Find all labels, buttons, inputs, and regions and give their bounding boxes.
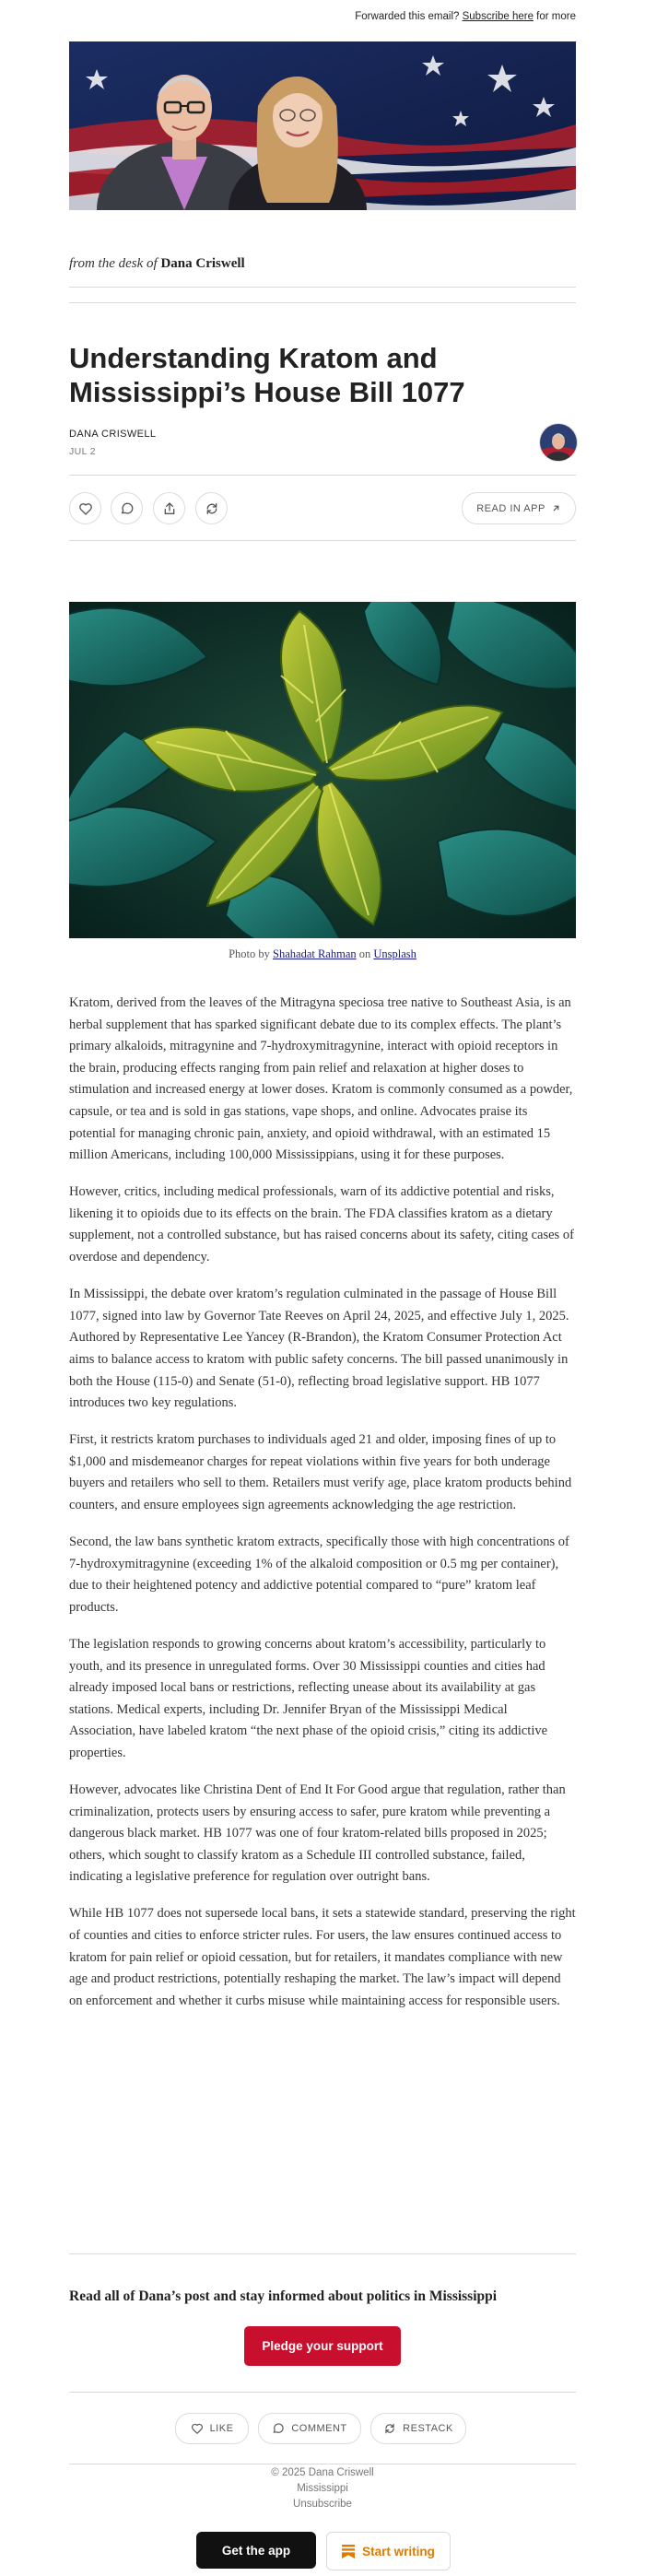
post-date: JUL 2 — [69, 446, 97, 457]
from-the-desk-line — [69, 256, 245, 272]
body-paragraph: Second, the law bans synthetic kratom extracts, specifically those with high concentrations of 7-hydroxymitragynine (exceeding 1% of the alkaloid composition or 0.5 mg per container), due to their heightened potency and addictive potential compared to “pure” kratom leaf products. — [69, 1535, 569, 1615]
like-label: LIKE — [209, 2423, 234, 2434]
read-in-app-label: READ IN APP — [476, 502, 545, 514]
divider — [69, 540, 576, 541]
post-author[interactable]: DANA CRISWELL — [69, 429, 157, 440]
comment-button[interactable] — [111, 492, 143, 524]
body-paragraph: However, advocates like Christina Dent of End It For Good argue that regulation, rather than criminalization, protects users by ensuring access to safer, pure kratom while preventing a dangerous black market. HB 1077 was one of four kratom-related bills proposed in 2025; others, which sought to classify kratom as a Schedule III controlled substance, failed, indicating a legislative preference for regulation over outright bans. — [69, 1782, 566, 1885]
footer-copyright: © 2025 Dana Criswell — [271, 2467, 374, 2478]
heart-icon — [78, 501, 93, 516]
arrow-up-right-icon — [551, 503, 561, 513]
comment-icon — [272, 2422, 285, 2435]
desk-prefix: from the desk of — [69, 256, 158, 271]
restack-label: RESTACK — [403, 2423, 453, 2434]
desk-author-name: Dana Criswell — [160, 256, 245, 271]
body-paragraph: However, critics, including medical professionals, warn of its addictive potential and risks, likening it to opioids due to its effects on the brain. The FDA classifies kratom as a dietary supplement, not a controlled substance, but has raised concerns about its safety, citing cases of overdose and dependency. — [69, 1184, 574, 1265]
divider — [69, 302, 576, 303]
cta-text: Read all of Dana’s post and stay informed about politics in Mississippi — [69, 2288, 498, 2304]
restack-pill-button[interactable] — [370, 2413, 466, 2444]
forwarded-suffix: for more — [536, 11, 576, 22]
photo-caption — [69, 947, 576, 961]
read-in-app-button[interactable] — [462, 492, 576, 524]
forwarded-text: Forwarded this email? — [355, 11, 460, 22]
pledge-support-button[interactable]: Pledge your support — [244, 2326, 401, 2366]
share-button[interactable] — [153, 492, 185, 524]
body-paragraph: First, it restricts kratom purchases to individuals aged 21 and older, imposing fines of up to $1,000 and misdemeanor charges for repeat violations within five years for both underage buyers and retailers who sell to them. Retailers must verify age, place kratom products behind counters, and ensure employees sign agreements acknowledging the age restriction. — [69, 1432, 572, 1512]
unsubscribe-link[interactable]: Unsubscribe — [293, 2499, 352, 2510]
divider — [69, 475, 576, 476]
start-writing-label: Start writing — [362, 2544, 435, 2558]
leaf-photo — [69, 602, 576, 938]
body-paragraph: While HB 1077 does not supersede local bans, it sets a statewide standard, preserving the right of counties and cities to enforce stricter rules. For users, the law ensures continued access to kratom for pain relief or opioid cessation, but for retailers, it mandates compliance with new age and product restrictions, potentially reshaping the market. The law’s impact will depend on enforcement and whether it curbs misuse while maintaining access for responsible users. — [69, 1906, 576, 2008]
divider — [69, 2253, 576, 2254]
comment-label: COMMENT — [291, 2423, 347, 2434]
share-icon — [162, 501, 177, 516]
comment-icon — [120, 501, 135, 516]
comment-pill-button[interactable] — [258, 2413, 361, 2444]
header-banner-image — [69, 41, 576, 210]
article-body — [69, 993, 576, 2028]
body-paragraph: In Mississippi, the debate over kratom’s regulation culminated in the passage of House Bill 1077, signed into law by Governor Tate Reeves on April 24, 2025, and effective July 1, 2025. Authored by Representative Lee Yancey (R-Brandon), the Kratom Consumer Protection Act aims to balance access to kratom with public safety concerns. The bill passed unanimously in both the House (115-0) and Senate (51-0), reflecting broad legislative support. HB 1077 introduces two key regulations. — [69, 1287, 569, 1411]
substack-logo-icon — [342, 2545, 355, 2558]
avatar[interactable] — [539, 423, 578, 462]
restack-button[interactable] — [195, 492, 228, 524]
like-pill-button[interactable] — [175, 2413, 249, 2444]
restack-icon — [205, 501, 219, 516]
caption-prefix: Photo by — [229, 947, 270, 960]
caption-on: on — [358, 947, 371, 960]
post-title[interactable]: Understanding Kratom and Mississippi’s House Bill 1077 — [69, 342, 465, 408]
get-the-app-button[interactable]: Get the app — [196, 2532, 316, 2569]
photographer-link[interactable]: Shahadat Rahman — [273, 947, 357, 960]
start-writing-button[interactable] — [326, 2532, 451, 2570]
like-button[interactable] — [69, 492, 101, 524]
footer-location: Mississippi — [297, 2483, 348, 2494]
heart-icon — [191, 2422, 204, 2435]
restack-icon — [383, 2422, 396, 2435]
unsplash-link[interactable]: Unsplash — [373, 947, 416, 960]
divider — [69, 2392, 576, 2393]
divider — [69, 287, 576, 288]
subscribe-link[interactable]: Subscribe here — [462, 11, 534, 22]
body-paragraph: The legislation responds to growing concerns about kratom’s accessibility, particularly to youth, and its presence in unregulated forms. Over 30 Mississippi counties and cities had already imposed local bans or restrictions, reflecting unease about its availability at gas stations. Medical experts, including Dr. Jennifer Bryan of the Mississippi Medical Association, have labeled kratom “the next phase of the opioid crisis,” citing its addictive properties. — [69, 1636, 548, 1760]
forwarded-notice — [355, 11, 576, 22]
body-paragraph: Kratom, derived from the leaves of the Mitragyna speciosa tree native to Southeast Asia, is an herbal supplement that has sparked significant debate due to its complex effects. The plant’s primary alkaloids, mitragynine and 7-hydroxymitragynine, interact with opioid receptors in the brain, producing effects ranging from pain relief and relaxation at higher doses to stimulation and increased energy at lower doses. Kratom is commonly consumed as a powder, capsule, or tea and is sold in gas stations, vape shops, and online. Advocates praise its potential for managing chronic pain, anxiety, and opioid withdrawal, with an estimated 15 million Americans, including 100,000 Mississippians, using it for these purposes. — [69, 995, 573, 1163]
